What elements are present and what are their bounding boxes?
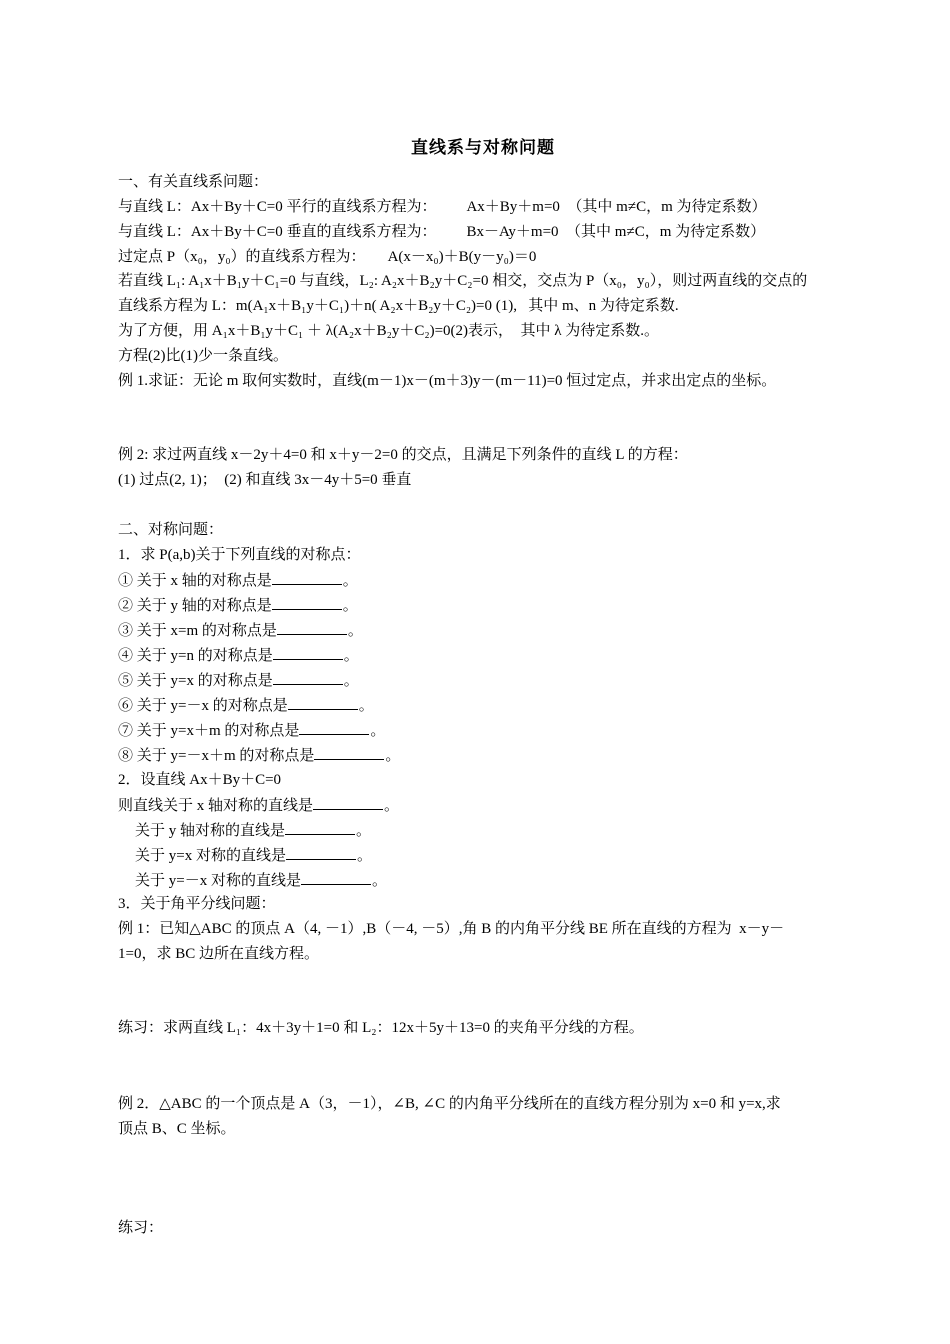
period: 。 — [356, 848, 372, 864]
fixed-point-text: 过定点 P（x₀，y₀）的直线系方程为： — [118, 249, 366, 265]
answer-blank[interactable] — [314, 745, 384, 760]
convenience-form: 为了方便，用 A₁x＋B₁y＋C₁ ＋ λ(A₂x＋B₂y＋C₂)=0(2)表示， 其中 λ 为待定系数.。 — [118, 323, 660, 339]
line-symmetry-1 — [118, 795, 399, 816]
item-text: ② 关于 y 轴的对称点是 — [118, 598, 272, 614]
answer-blank[interactable] — [272, 570, 342, 585]
symmetry-item-4 — [118, 645, 359, 666]
question-1: 1．求 P(a,b)关于下列直线的对称点： — [118, 547, 361, 563]
parallel-line-system — [118, 197, 767, 217]
period: 。 — [356, 823, 372, 839]
item-text: ⑦ 关于 y=x＋m 的对称点是 — [118, 723, 300, 739]
symmetry-item-6 — [118, 695, 374, 716]
answer-blank[interactable] — [299, 720, 369, 735]
intersection-line-2: 直线系方程为 L：m(A₁x＋B₁y＋C₁)＋n( A₂x＋B₂y＋C₂)=0 (1), 其中 m、n 为待定系数. — [118, 298, 679, 314]
question-2: 2．设直线 Ax＋By＋C=0 — [118, 772, 282, 788]
answer-blank[interactable] — [277, 620, 347, 635]
answer-blank[interactable] — [273, 645, 343, 660]
perpendicular-formula: Bx－Ay＋m=0 （其中 m≠C，m 为待定系数） — [466, 224, 766, 240]
period: 。 — [342, 573, 358, 589]
example-1: 例 1.求证：无论 m 取何实数时，直线(m－1)x－(m＋3)y－(m－11)=0 恒过定点，并求出定点的坐标。 — [118, 373, 777, 389]
section-1-heading: 一、有关直线系问题： — [118, 174, 269, 190]
answer-blank[interactable] — [286, 845, 356, 860]
period: 。 — [384, 798, 400, 814]
practice-2: 练习： — [118, 1220, 164, 1236]
answer-blank[interactable] — [273, 670, 343, 685]
item-text: 关于 y=－x 对称的直线是 — [135, 873, 301, 889]
line-symmetry-2 — [135, 820, 371, 841]
item-text: ③ 关于 x=m 的对称点是 — [118, 623, 277, 639]
item-text: 关于 y=x 对称的直线是 — [135, 848, 286, 864]
symmetry-item-8 — [118, 745, 400, 766]
period: 。 — [385, 748, 401, 764]
answer-blank[interactable] — [301, 870, 371, 885]
practice-1: 练习：求两直线 L₁：4x＋3y＋1=0 和 L₂：12x＋5y＋13=0 的夹角平分线的方程。 — [118, 1020, 644, 1036]
item-text: ⑤ 关于 y=x 的对称点是 — [118, 673, 273, 689]
angle-example-1-line-1: 例 1：已知△ABC 的顶点 A（4, －1）,B（－4, －5）,角 B 的内角平分线 BE 所在直线的方程为 x－y－ — [118, 921, 785, 937]
fixed-point-line-system — [118, 247, 536, 267]
section-2-heading: 二、对称问题： — [118, 522, 224, 538]
symmetry-item-5 — [118, 670, 359, 691]
fixed-point-formula: A(x－x₀)＋B(y－y₀)＝0 — [387, 249, 537, 265]
angle-example-2-line-2: 顶点 B、C 坐标。 — [118, 1121, 236, 1137]
question-3: 3．关于角平分线问题： — [118, 896, 276, 912]
item-text: ① 关于 x 轴的对称点是 — [118, 573, 272, 589]
symmetry-item-1 — [118, 570, 358, 591]
example-2-line-2: (1) 过点(2, 1)； (2) 和直线 3x－4y＋5=0 垂直 — [118, 472, 412, 488]
example-2-line-1: 例 2: 求过两直线 x－2y＋4=0 和 x＋y－2=0 的交点，且满足下列条件的直线 L 的方程： — [118, 447, 688, 463]
symmetry-item-3 — [118, 620, 363, 641]
perpendicular-text: 与直线 L：Ax＋By＋C=0 垂直的直线系方程为： — [118, 224, 437, 240]
period: 。 — [347, 623, 363, 639]
angle-example-2-line-1: 例 2．△ABC 的一个顶点是 A（3，－1），∠B, ∠C 的内角平分线所在的直线方程分别为 x=0 和 y=x,求 — [118, 1096, 781, 1112]
answer-blank[interactable] — [313, 795, 383, 810]
answer-blank[interactable] — [285, 820, 355, 835]
line-symmetry-4 — [135, 870, 387, 891]
item-text: ⑧ 关于 y=－x＋m 的对称点是 — [118, 748, 315, 764]
perpendicular-line-system — [118, 222, 765, 242]
period: 。 — [343, 648, 359, 664]
item-text: ④ 关于 y=n 的对称点是 — [118, 648, 273, 664]
answer-blank[interactable] — [272, 595, 342, 610]
period: 。 — [371, 873, 387, 889]
period: 。 — [342, 598, 358, 614]
line-symmetry-3 — [135, 845, 372, 866]
item-text: ⑥ 关于 y=－x 的对称点是 — [118, 698, 288, 714]
symmetry-item-7 — [118, 720, 385, 741]
item-text: 关于 y 轴对称的直线是 — [135, 823, 286, 839]
item-text: 则直线关于 x 轴对称的直线是 — [118, 798, 314, 814]
page-title: 直线系与对称问题 — [411, 138, 555, 157]
intersection-line-1: 若直线 L₁: A₁x＋B₁y＋C₁=0 与直线，L₂: A₂x＋B₂y＋C₂=0 相交，交点为 P（x₀，y₀），则过两直线的交点的 — [118, 273, 808, 289]
period: 。 — [358, 698, 374, 714]
answer-blank[interactable] — [288, 695, 358, 710]
symmetry-item-2 — [118, 595, 358, 616]
parallel-formula: Ax＋By＋m=0 （其中 m≠C，m 为待定系数） — [466, 199, 767, 215]
parallel-text: 与直线 L：Ax＋By＋C=0 平行的直线系方程为： — [118, 199, 437, 215]
equation-note: 方程(2)比(1)少一条直线。 — [118, 348, 288, 364]
period: 。 — [370, 723, 386, 739]
angle-example-1-line-2: 1=0，求 BC 边所在直线方程。 — [118, 946, 319, 962]
period: 。 — [343, 673, 359, 689]
